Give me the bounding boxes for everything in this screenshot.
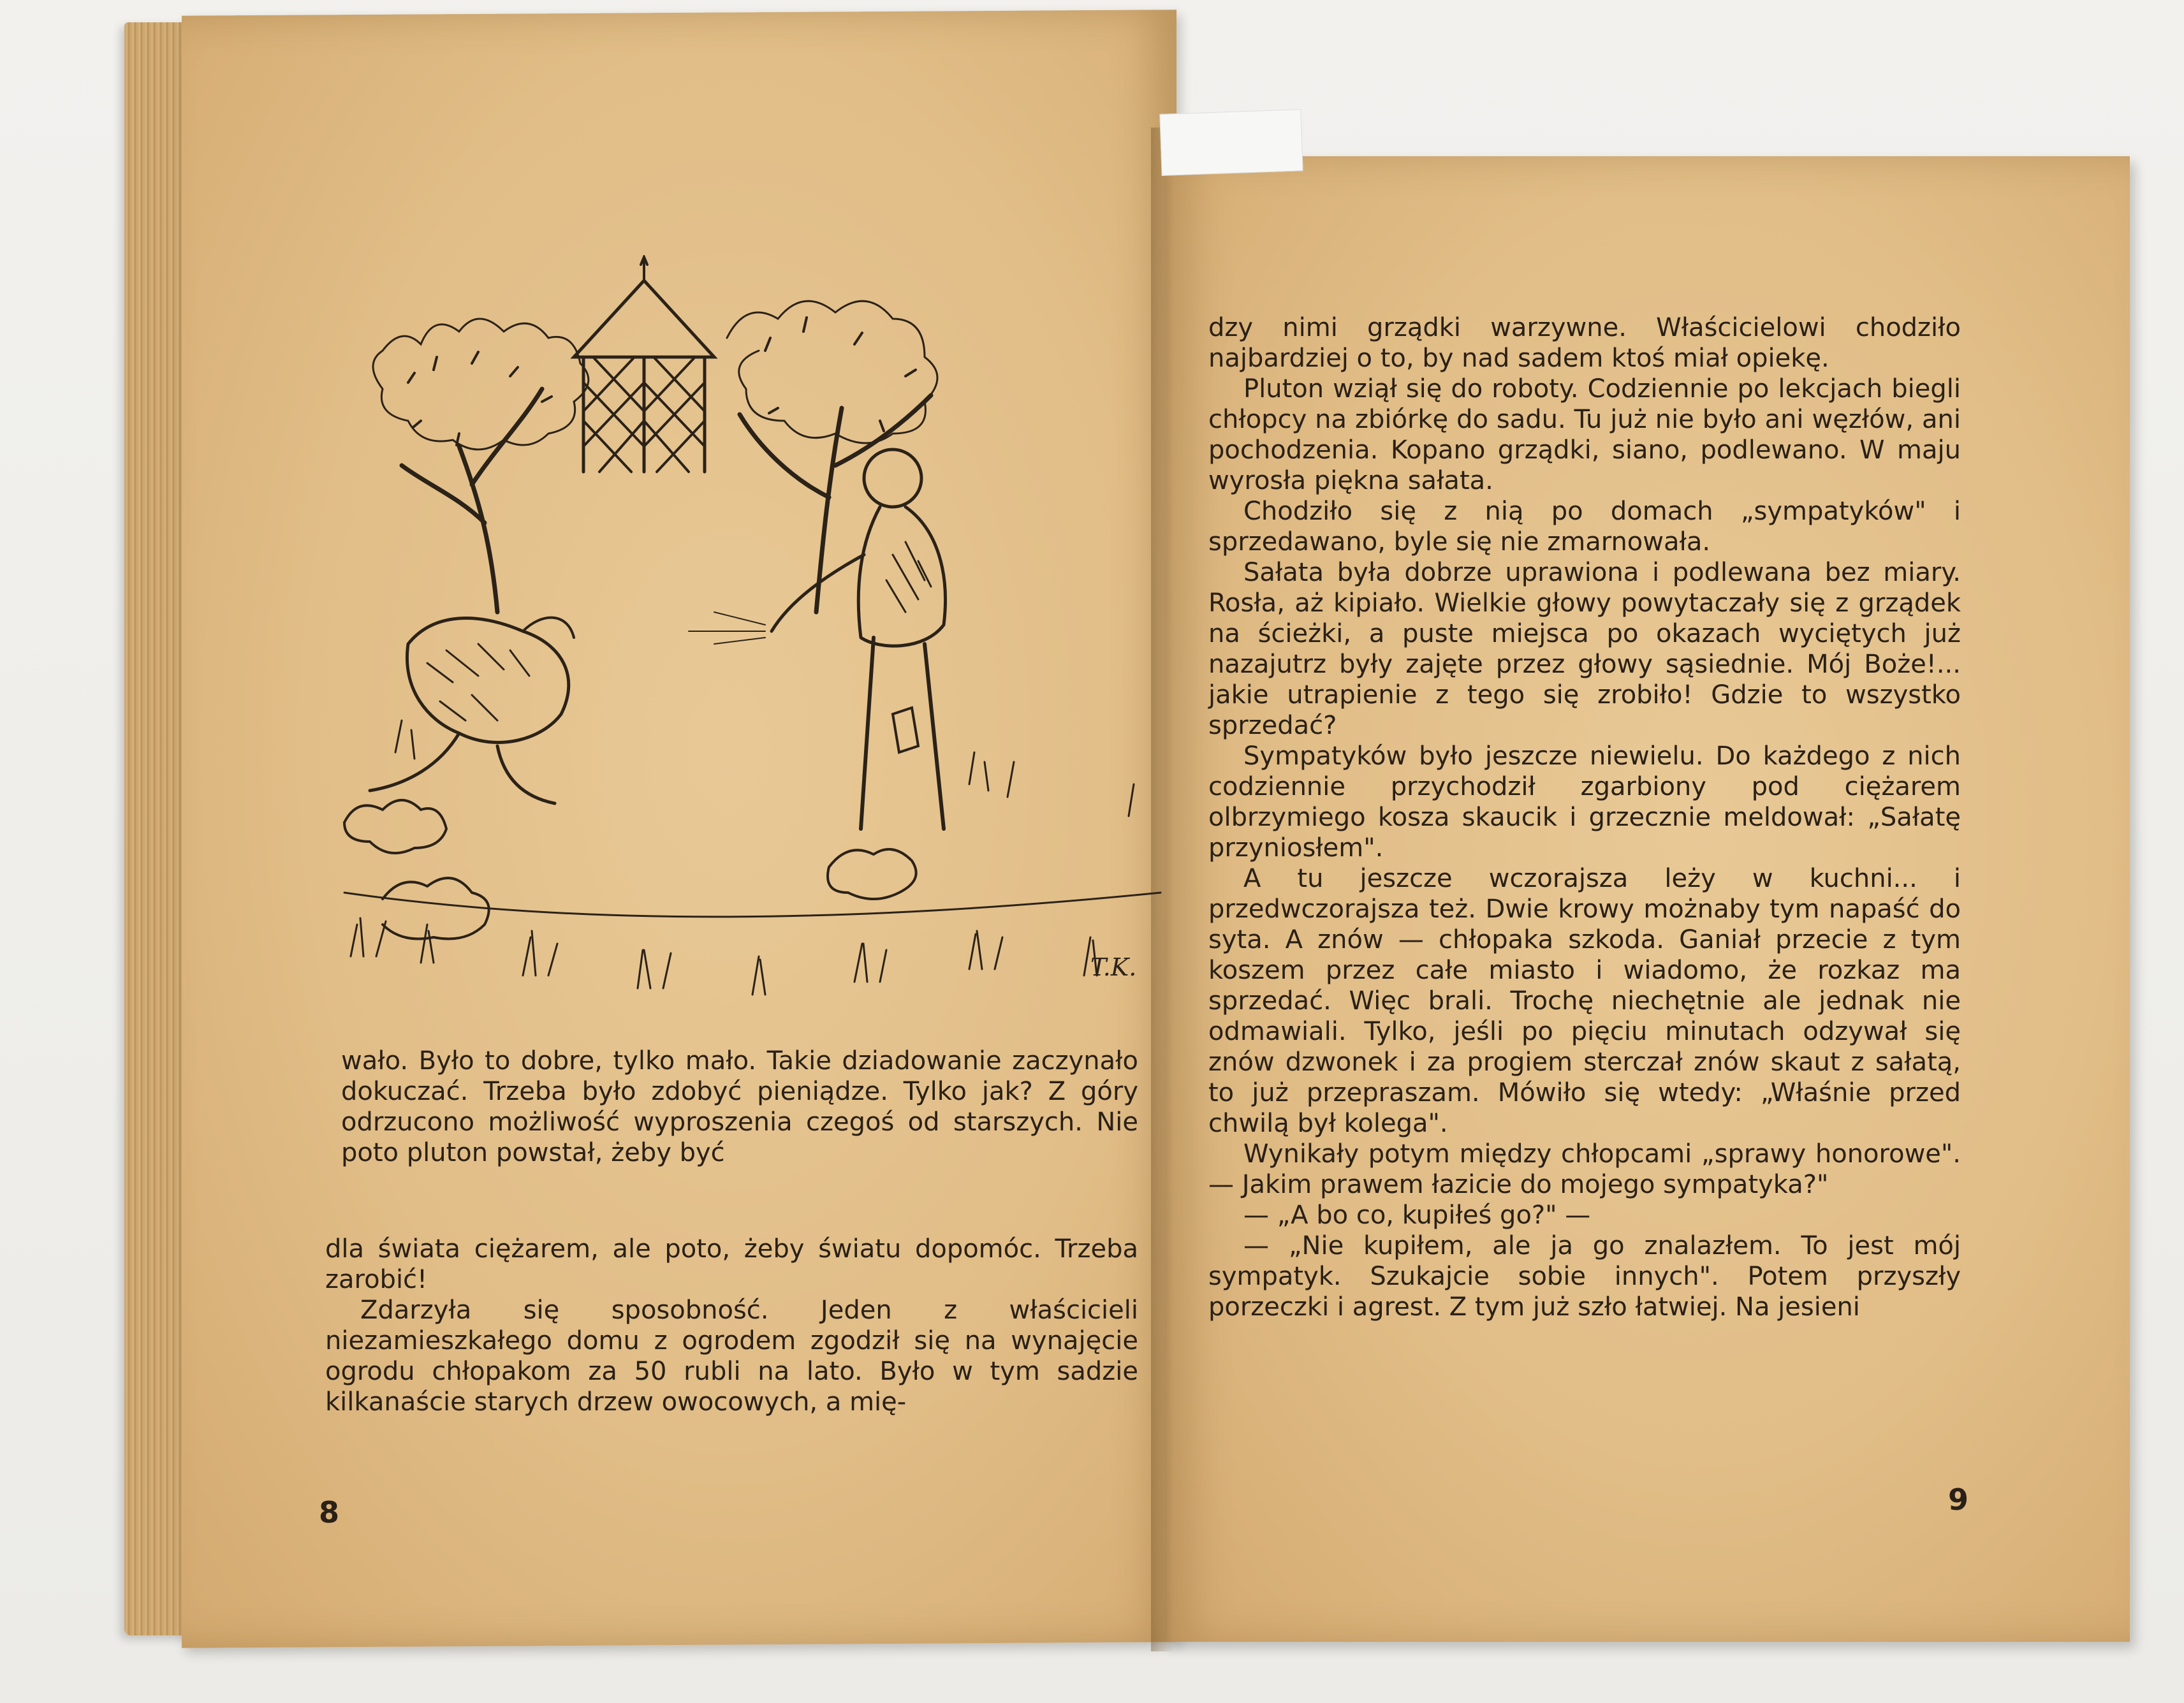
paragraph: wało. Było to dobre, tylko mało. Takie dziadowanie zaczynało dokuczać. Trzeba było zdobyć pieniądze. Tylko jak? Z góry odrzucono możliwość wyproszenia czegoś od starszych. Nie poto pluton powstał, żeby być xyxy=(341,1046,1138,1167)
page-number-right: 9 xyxy=(1948,1482,1969,1517)
paragraph: Wynikały potym między chłopcami „sprawy honorowe". — Jakim prawem łazicie do mojego sympatyka?" xyxy=(1208,1139,1961,1199)
paper-slip xyxy=(1159,109,1303,176)
paragraph: Sympatyków było jeszcze niewielu. Do każdego z nich codziennie przychodził zgarbiony pod ciężarem olbrzymiego kosza skaucik i grzecznie meldował: „Sałatę przyniosłem". xyxy=(1208,742,1961,863)
paragraph: dzy nimi grządki warzywne. Właścicielowi chodziło najbardziej o to, by nad sadem ktoś miał opiekę. xyxy=(1208,313,1961,373)
paragraph: Sałata była dobrze uprawiona i podlewana bez miary. Rosła, aż kipiało. Wielkie głowy powytaczały się z grządek na ścieżki, a puste miejsca po okazach wyciętych już nazajutrz były zajęte przez głowy sąsiednie. Mój Boże!... jakie utrapienie z tego się zrobiło! Gdzie to wszystko sprzedać? xyxy=(1208,558,1961,740)
paragraph: Pluton wziął się do roboty. Codziennie po lekcjach biegli chłopcy na zbiórkę do sadu. Tu już nie było ani węzłów, ani pochodzenia. Kopano grządki, siano, podlewano. W maju wyrosła piękna sałata. xyxy=(1208,374,1961,495)
paragraph: — „Nie kupiłem, ale ja go znalazłem. To jest mój sympatyk. Szukajcie sobie innych". Potem przyszły porzeczki i agrest. Z tym już szło łatwiej. Na jesieni xyxy=(1208,1231,1961,1322)
paragraph: A tu jeszcze wczorajsza leży w kuchni... i przedwczorajsza też. Dwie krowy możnaby tym napaść do syta. A znów — chłopaka szkoda. Ganiał przecie z tym koszem przez całe miasto i wiadomo, że rozkaz ma sprzedać. Więc brali. Trochę niechętnie ale jednak nie odmawiali. Tylko, jeśli po pięciu minutach odzywał się znów dzwonek i za progiem sterczał znów skaut z sałatą, to już przepraszam. Mówiło się wtedy: „Właśnie przed chwilą był kolega". xyxy=(1208,864,1961,1138)
left-page-text-lower xyxy=(325,1234,1138,1417)
paragraph: — „A bo co, kupiłeś go?" — xyxy=(1243,1201,1591,1230)
right-page-text xyxy=(1208,312,1961,1322)
paragraph: Chodziło się z nią po domach „sympatyków" i sprzedawano, byle się nie zmarnowała. xyxy=(1208,497,1961,557)
illustration-signature: T.K. xyxy=(1090,953,1137,981)
page-number-left: 8 xyxy=(319,1495,340,1530)
left-page-text-upper xyxy=(341,1046,1138,1168)
paragraph: Zdarzyła się sposobność. Jeden z właścicieli niezamieszkałego domu z ogrodem zgodził się na wynajęcie ogrodu chłopakom za 50 rubli na lato. Było w tym sadzie kilkanaście starych drzew owocowych, a mię- xyxy=(325,1296,1138,1417)
paragraph: dla świata ciężarem, ale poto, żeby światu dopomóc. Trzeba zarobić! xyxy=(325,1234,1138,1294)
garden-illustration xyxy=(332,255,1173,1033)
